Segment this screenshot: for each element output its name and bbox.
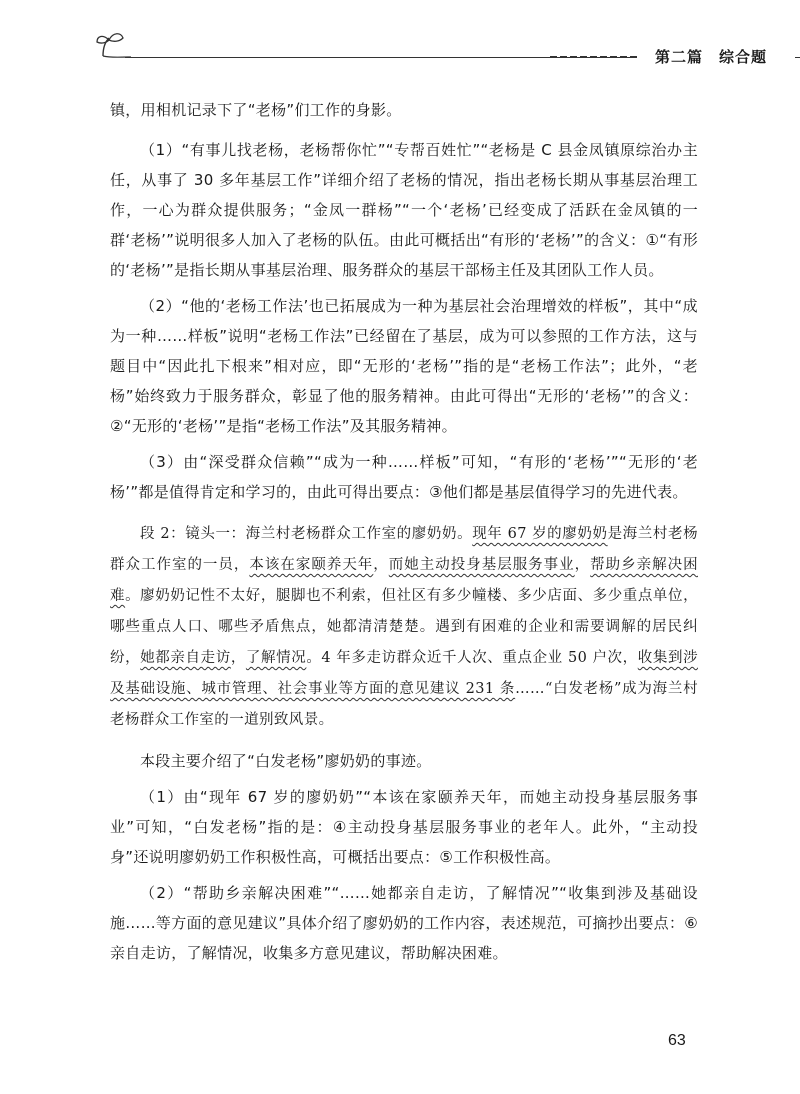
excerpt-text: 。4 年多走访群众近千人次、重点企业 50 户次，	[306, 650, 638, 666]
source-excerpt-paragraph-2	[110, 519, 698, 736]
excerpt-text: 是海兰村老杨群众工作室的一员，	[110, 526, 698, 573]
section-title: 第二篇 综合题	[655, 48, 768, 66]
excerpt-text: ，	[373, 557, 389, 573]
excerpt-underlined: 收集到涉及基础设施、城市管理、社会事业等方面的意见建议 231 条	[110, 650, 698, 697]
header-rule-right	[795, 57, 800, 58]
sprout-icon	[95, 30, 135, 60]
excerpt-underlined: 帮助乡亲解决困难	[110, 557, 698, 604]
analysis-point-5: （2）“帮助乡亲解决困难”“……她都亲自走访，了解情况”“收集到涉及基础设施……等方面的意见建议”具体介绍了廖奶奶的工作内容，表述规范，可摘抄出要点：⑥亲自走访，了解情况，收集多方意见建议，帮助解决困难。	[110, 884, 698, 962]
page-number: 63	[668, 1032, 686, 1049]
analysis-point-2: （2）“他的‘老杨工作法’也已拓展成为一种为基层社会治理增效的样板”，其中“成为一种……样板”说明“老杨工作法”已经留在了基层，成为可以参照的工作方法，这与题目中“因此扎下根来”相对应，即“无形的‘老杨’”指的是“老杨工作法”；此外，“老杨”始终致力于服务群众，彰显了他的服务精神。由此可得出“无形的‘老杨’”的含义：②“无形的‘老杨’”是指“老杨工作法”及其服务精神。	[110, 297, 698, 435]
excerpt-text: ，	[230, 650, 246, 666]
page-header	[95, 30, 785, 66]
excerpt-underlined: 而她主动投身基层服务事业	[388, 557, 575, 573]
excerpt-text: ……“白发老杨”成为海兰村老杨群众工作室的一道别致风景。	[110, 681, 698, 728]
analysis-point-4: （1）由“现年 67 岁的廖奶奶”“本该在家颐养天年，而她主动投身基层服务事业”可知，“白发老杨”指的是：④主动投身基层服务事业的老年人。此外，“主动投身”还说明廖奶奶工作积极性高，可概括出要点：⑤工作积极性高。	[110, 788, 698, 866]
excerpt-underlined: 现年 67 岁的廖奶奶	[472, 526, 608, 542]
paragraph-continuation: 镇，用相机记录下了“老杨”们工作的身影。	[110, 101, 402, 119]
excerpt-underlined: 她都亲自走访	[140, 650, 231, 666]
paragraph-summary: 本段主要介绍了“白发老杨”廖奶奶的事迹。	[140, 752, 432, 770]
analysis-point-3: （3）由“深受群众信赖”“成为一种……样板”可知，“有形的‘老杨’”“无形的‘老杨’”都是值得肯定和学习的，由此可得出要点：③他们都是基层值得学习的先进代表。	[110, 453, 698, 501]
excerpt-underlined: 本该在家颐养天年	[249, 557, 374, 573]
excerpt-text: ，	[574, 557, 591, 573]
excerpt-text: 段 2：镜头一：海兰村老杨群众工作室的廖奶奶。	[140, 526, 473, 542]
excerpt-underlined: 了解情况	[245, 650, 307, 666]
excerpt-text: 。廖奶奶记性不太好，腿脚也不利索，但社区有多少幢楼、多少店面、多少重点单位，哪些重点人口、哪些矛盾焦点，她都清清楚楚。遇到有困难的企业和需要调解的居民纠纷，	[110, 588, 698, 666]
analysis-point-1: （1）“有事儿找老杨，老杨帮你忙”“专帮百姓忙”“老杨是 C 县金凤镇原综治办主任，从事了 30 多年基层工作”详细介绍了老杨的情况，指出老杨长期从事基层治理工作，一心为群众提供服务；“金凤一群杨”“一个‘老杨’已经变成了活跃在金凤镇的一群‘老杨’”说明很多人加入了老杨的队伍。由此可概括出“有形的‘老杨’”的含义：①“有形的‘老杨’”是指长期从事基层治理、服务群众的基层干部杨主任及其团队工作人员。	[110, 141, 698, 279]
main-content	[110, 95, 698, 974]
header-dashes	[550, 56, 640, 58]
